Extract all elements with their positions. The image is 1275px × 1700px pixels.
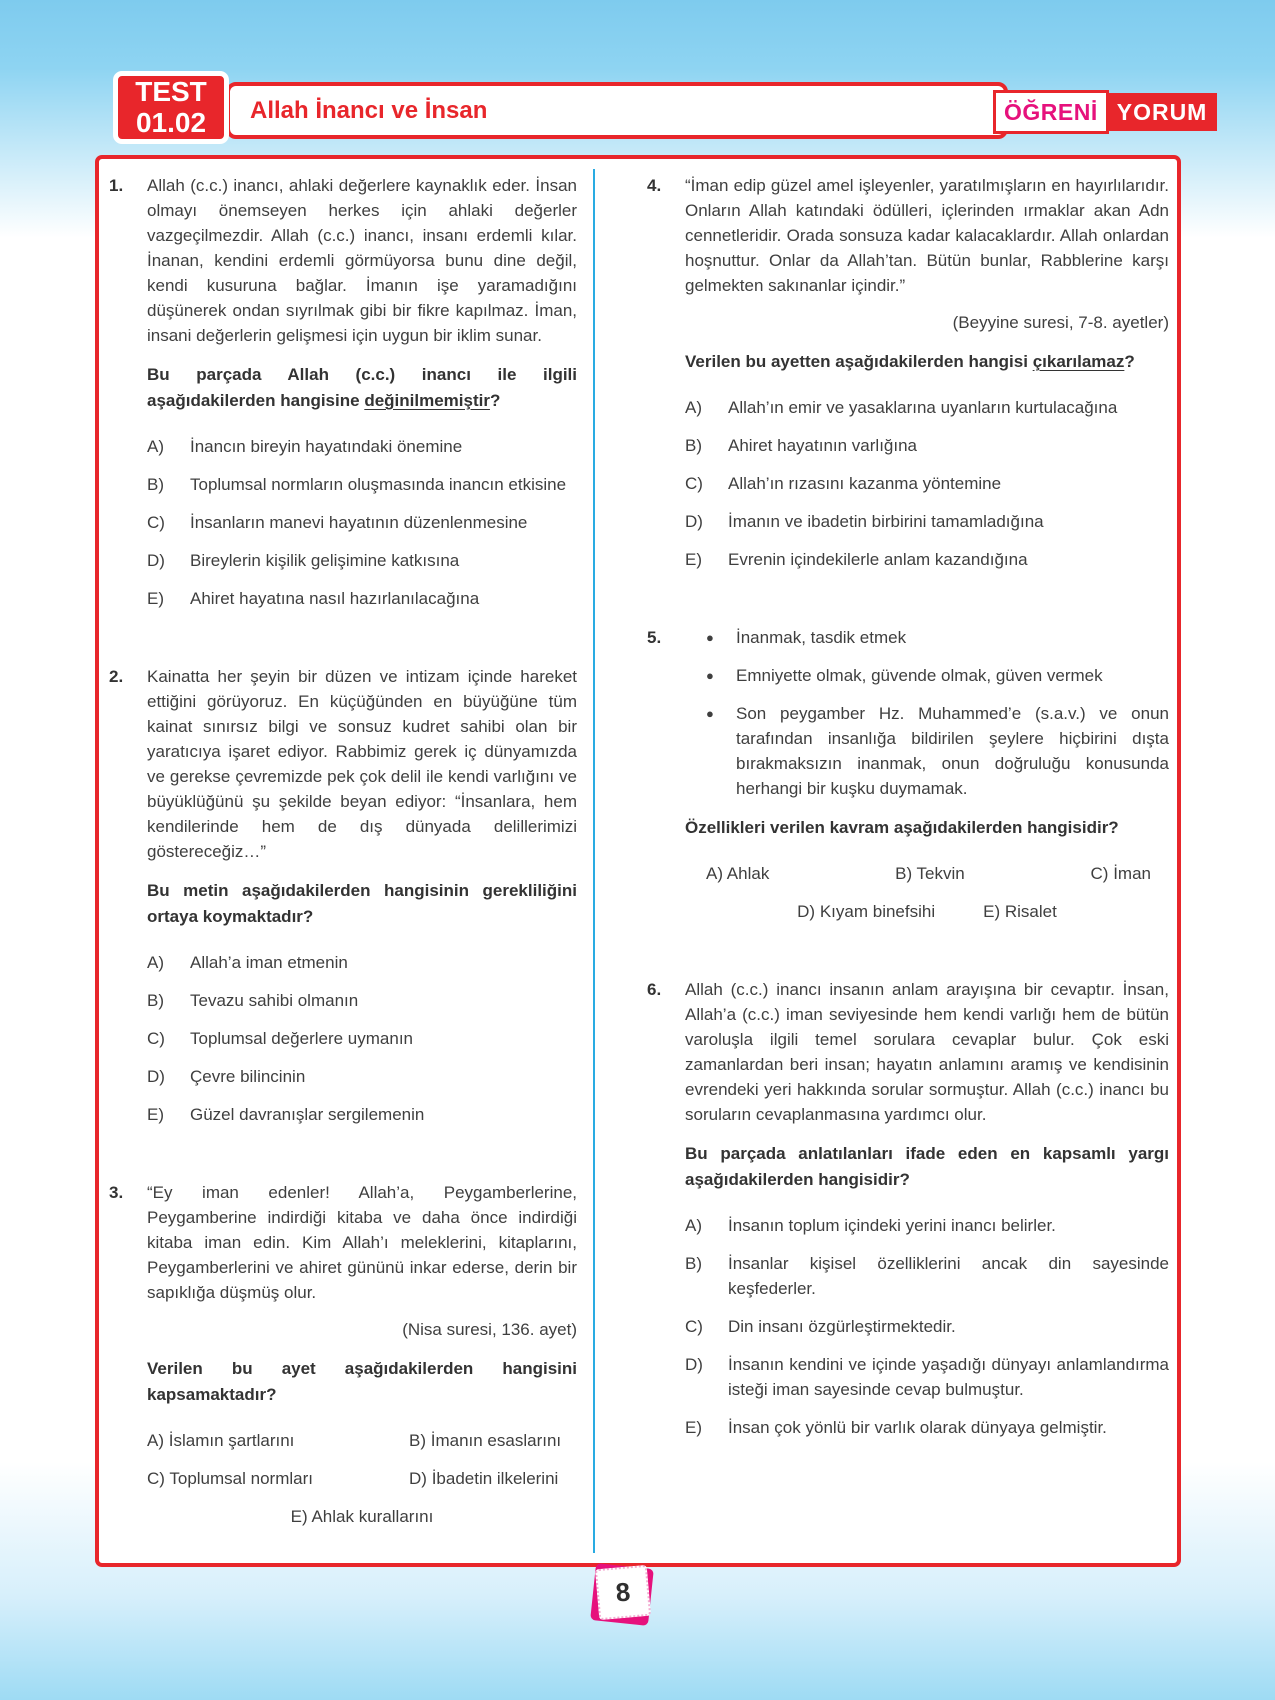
options-row: [685, 861, 1169, 886]
options-row: [147, 1428, 577, 1453]
option: C) İnsanların manevi hayatının düzenlenmesine: [147, 513, 528, 532]
test-label: TEST: [135, 76, 207, 108]
brand-logo-secondary: YORUM: [1116, 98, 1208, 125]
question-stem: Verilen bu ayet aşağıdakilerden hangisini kapsamaktadır?: [147, 1359, 577, 1404]
options-grid: [685, 861, 1169, 924]
question-number: 3.: [109, 1183, 124, 1202]
option: E) Güzel davranışlar sergilemenin: [147, 1105, 425, 1124]
options-row: [147, 1466, 577, 1491]
options-row: [147, 1504, 577, 1529]
option: A) Allah’ın emir ve yasaklarına uyanların kurtulacağına: [685, 398, 1118, 417]
option: B) Toplumsal normların oluşmasında inancın etkisine: [147, 475, 567, 494]
question-content: [147, 173, 577, 624]
option: D) İnsanın kendini ve içinde yaşadığı dünyayı anlamlandırma isteği iman sayesinde cevap bulmuştur.: [685, 1355, 1169, 1399]
option: A) İslamın şartlarını: [147, 1431, 295, 1450]
option: E) Risalet: [983, 902, 1057, 921]
bullet-list: [706, 625, 1169, 801]
question-number: 5.: [647, 628, 662, 647]
question-number: 4.: [647, 176, 662, 195]
option: C) Din insanı özgürleştirmektedir.: [685, 1317, 956, 1336]
options-list: [685, 395, 1169, 572]
option: D) Kıyam binefsihi: [797, 902, 936, 921]
question-stem: Özellikleri verilen kavram aşağıdakilerden hangisidir?: [685, 818, 1119, 837]
option: E) Ahiret hayatına nasıl hazırlanılacağına: [147, 589, 480, 608]
question-body: Allah (c.c.) inancı insanın anlam arayışına bir cevaptır. İnsan, Allah’a (c.c.) iman seviyesinde hem kendi varlığı hem de bütün varoluşla ilgili temel sorulara cevaplar bulur. Çok eski zamanlardan beri insan; hayatın anlamını aramış ve kendisinin evrendeki yeri hakkında sorular sormuştur. Allah (c.c.) inancı bu soruların cevaplanmasına yardımcı olur.: [685, 980, 1169, 1124]
option: B) Tevazu sahibi olmanın: [147, 991, 359, 1010]
bullet-item: ● Son peygamber Hz. Muhammed’e (s.a.v.) ve onun tarafından insanlığa bildirilen şeylere hiçbirini dışta bırakmaksızın inanmak, onun doğruluğu konusunda herhangi bir kuşku duymamak.: [706, 701, 1169, 801]
option: C) Toplumsal normları: [147, 1469, 313, 1488]
option: E) Ahlak kurallarını: [290, 1507, 434, 1526]
option: B) Tekvin: [895, 864, 965, 883]
test-number: 01.02: [135, 106, 207, 138]
question-number: 1.: [109, 176, 124, 195]
brand-logo: [995, 93, 1217, 131]
question-content: [685, 625, 1169, 937]
options-list: [685, 1213, 1169, 1440]
option: A) Allah’a iman etmenin: [147, 953, 348, 972]
option: C) İman: [1090, 864, 1151, 883]
question-number: 2.: [109, 667, 124, 686]
question-content: [147, 1180, 577, 1542]
column-divider: [593, 169, 595, 1553]
question-stem: Verilen bu ayetten aşağıdakilerden hangisi çıkarılamaz?: [685, 352, 1135, 371]
question-4: [647, 173, 1169, 585]
options-grid: [147, 1428, 577, 1529]
header-title-bar: [226, 82, 1008, 139]
page-number-badge: [589, 1563, 659, 1633]
option: C) Toplumsal değerlere uymanın: [147, 1029, 414, 1048]
options-row: [685, 899, 1169, 924]
option: B) Ahiret hayatının varlığına: [685, 436, 918, 455]
question-content: [685, 977, 1169, 1453]
question-stem: Bu parçada anlatılanları ifade eden en kapsamlı yargı aşağıdakilerden hangisidir?: [685, 1144, 1169, 1189]
question-body: Kainatta her şeyin bir düzen ve intizam içinde hareket ettiğini görüyoruz. En küçüğünden en büyüğüne tüm kainat sınırsız bilgi ve sonsuz kudret sahibi olan bir yaratıcıya işaret ediyor. Rabbimiz gerek iç dünyamızda ve gerekse çevremizde pek çok delil ile kendi varlığını ve büyüklüğünü şu şekilde beyan ediyor: “İnsanlara, hem kendilerinde hem de dış dünyada delillerimizi göstereceğiz…”: [147, 667, 577, 861]
question-content: [147, 664, 577, 1140]
question-1: [109, 173, 577, 624]
option: A) İnsanın toplum içindeki yerini inancı belirler.: [685, 1216, 1056, 1235]
question-body: “İman edip güzel amel işleyenler, yaratılmışların en hayırlılarıdır. Onların Allah katındaki ödülleri, içlerinden ırmaklar akan Adn cennetleridir. Orada sonsuza kadar kalacaklardır. Allah onlardan hoşnuttur. Onlar da Allah’tan. Bütün bunlar, Rabblerine karşı gelmekten sakınanlar içindir.”: [685, 176, 1169, 295]
question-stem: Bu parçada Allah (c.c.) inancı ile ilgili aşağıdakilerden hangisine değinilmemiştir?: [147, 365, 577, 410]
option: B) İnsanlar kişisel özelliklerini ancak din sayesinde keşfederler.: [685, 1254, 1169, 1298]
question-5: [647, 625, 1169, 937]
page-title: Allah İnancı ve İnsan: [250, 96, 488, 124]
option: D) Bireylerin kişilik gelişimine katkısına: [147, 551, 460, 570]
question-body: “Ey iman edenler! Allah’a, Peygamberlerine, Peygamberine indirdiği kitaba ve daha önce indirdiği kitaba iman edin. Kim Allah’ı meleklerini, kitaplarını, Peygamberlerini ve ahiret gününü inkar ederse, derin bir sapıklığa düşmüş olur.: [147, 1183, 577, 1302]
option: E) İnsan çok yönlü bir varlık olarak dünyaya gelmiştir.: [685, 1418, 1107, 1437]
question-3: [109, 1180, 577, 1542]
bullet-item: ● Emniyette olmak, güvende olmak, güven vermek: [706, 663, 1169, 688]
option: A) İnancın bireyin hayatındaki önemine: [147, 437, 463, 456]
question-2: [109, 664, 577, 1140]
question-6: [647, 977, 1169, 1453]
option: C) Allah’ın rızasını kazanma yöntemine: [685, 474, 1002, 493]
question-sheet: [95, 155, 1181, 1567]
page-number: 8: [595, 1565, 651, 1620]
question-stem: Bu metin aşağıdakilerden hangisinin gerekliliğini ortaya koymaktadır?: [147, 881, 577, 926]
question-body: Allah (c.c.) inancı, ahlaki değerlere kaynaklık eder. İnsan olmayı önemseyen herkes için ahlaki değerler vazgeçilmezdir. Allah (c.c.) inancı, insanı erdemli kılar. İnanan, kendini erdemli görmüyorsa bunu dine değil, kendi kusuruna bağlar. İmanın işe yaramadığını düşünerek ondan sıyrılmak gibi bir fikre kapılmaz. İman, insani değerlerin gelişmesi için uygun bir iklim sunar.: [147, 176, 577, 345]
underlined-word: çıkarılamaz: [1032, 352, 1125, 371]
brand-logo-primary: ÖĞRENİ: [993, 90, 1109, 134]
bullet-item: ● İnanmak, tasdik etmek: [706, 625, 1169, 650]
options-list: [147, 434, 577, 611]
option: D) Çevre bilincinin: [147, 1067, 306, 1086]
option: B) İmanın esaslarını: [409, 1431, 562, 1450]
option: E) Evrenin içindekilerle anlam kazandığına: [685, 550, 1028, 569]
option: D) İmanın ve ibadetin birbirini tamamladığına: [685, 512, 1044, 531]
underlined-word: değinilmemiştir: [364, 391, 490, 410]
options-list: [147, 950, 577, 1127]
question-content: [685, 173, 1169, 585]
verse-source: (Beyyine suresi, 7-8. ayetler): [952, 313, 1169, 332]
question-number: 6.: [647, 980, 662, 999]
left-column: [109, 173, 577, 1582]
test-number-badge: [113, 71, 229, 144]
option: D) İbadetin ilkelerini: [409, 1469, 559, 1488]
option: A) Ahlak: [706, 864, 770, 883]
right-column: [647, 173, 1169, 1493]
verse-source: (Nisa suresi, 136. ayet): [402, 1320, 577, 1339]
